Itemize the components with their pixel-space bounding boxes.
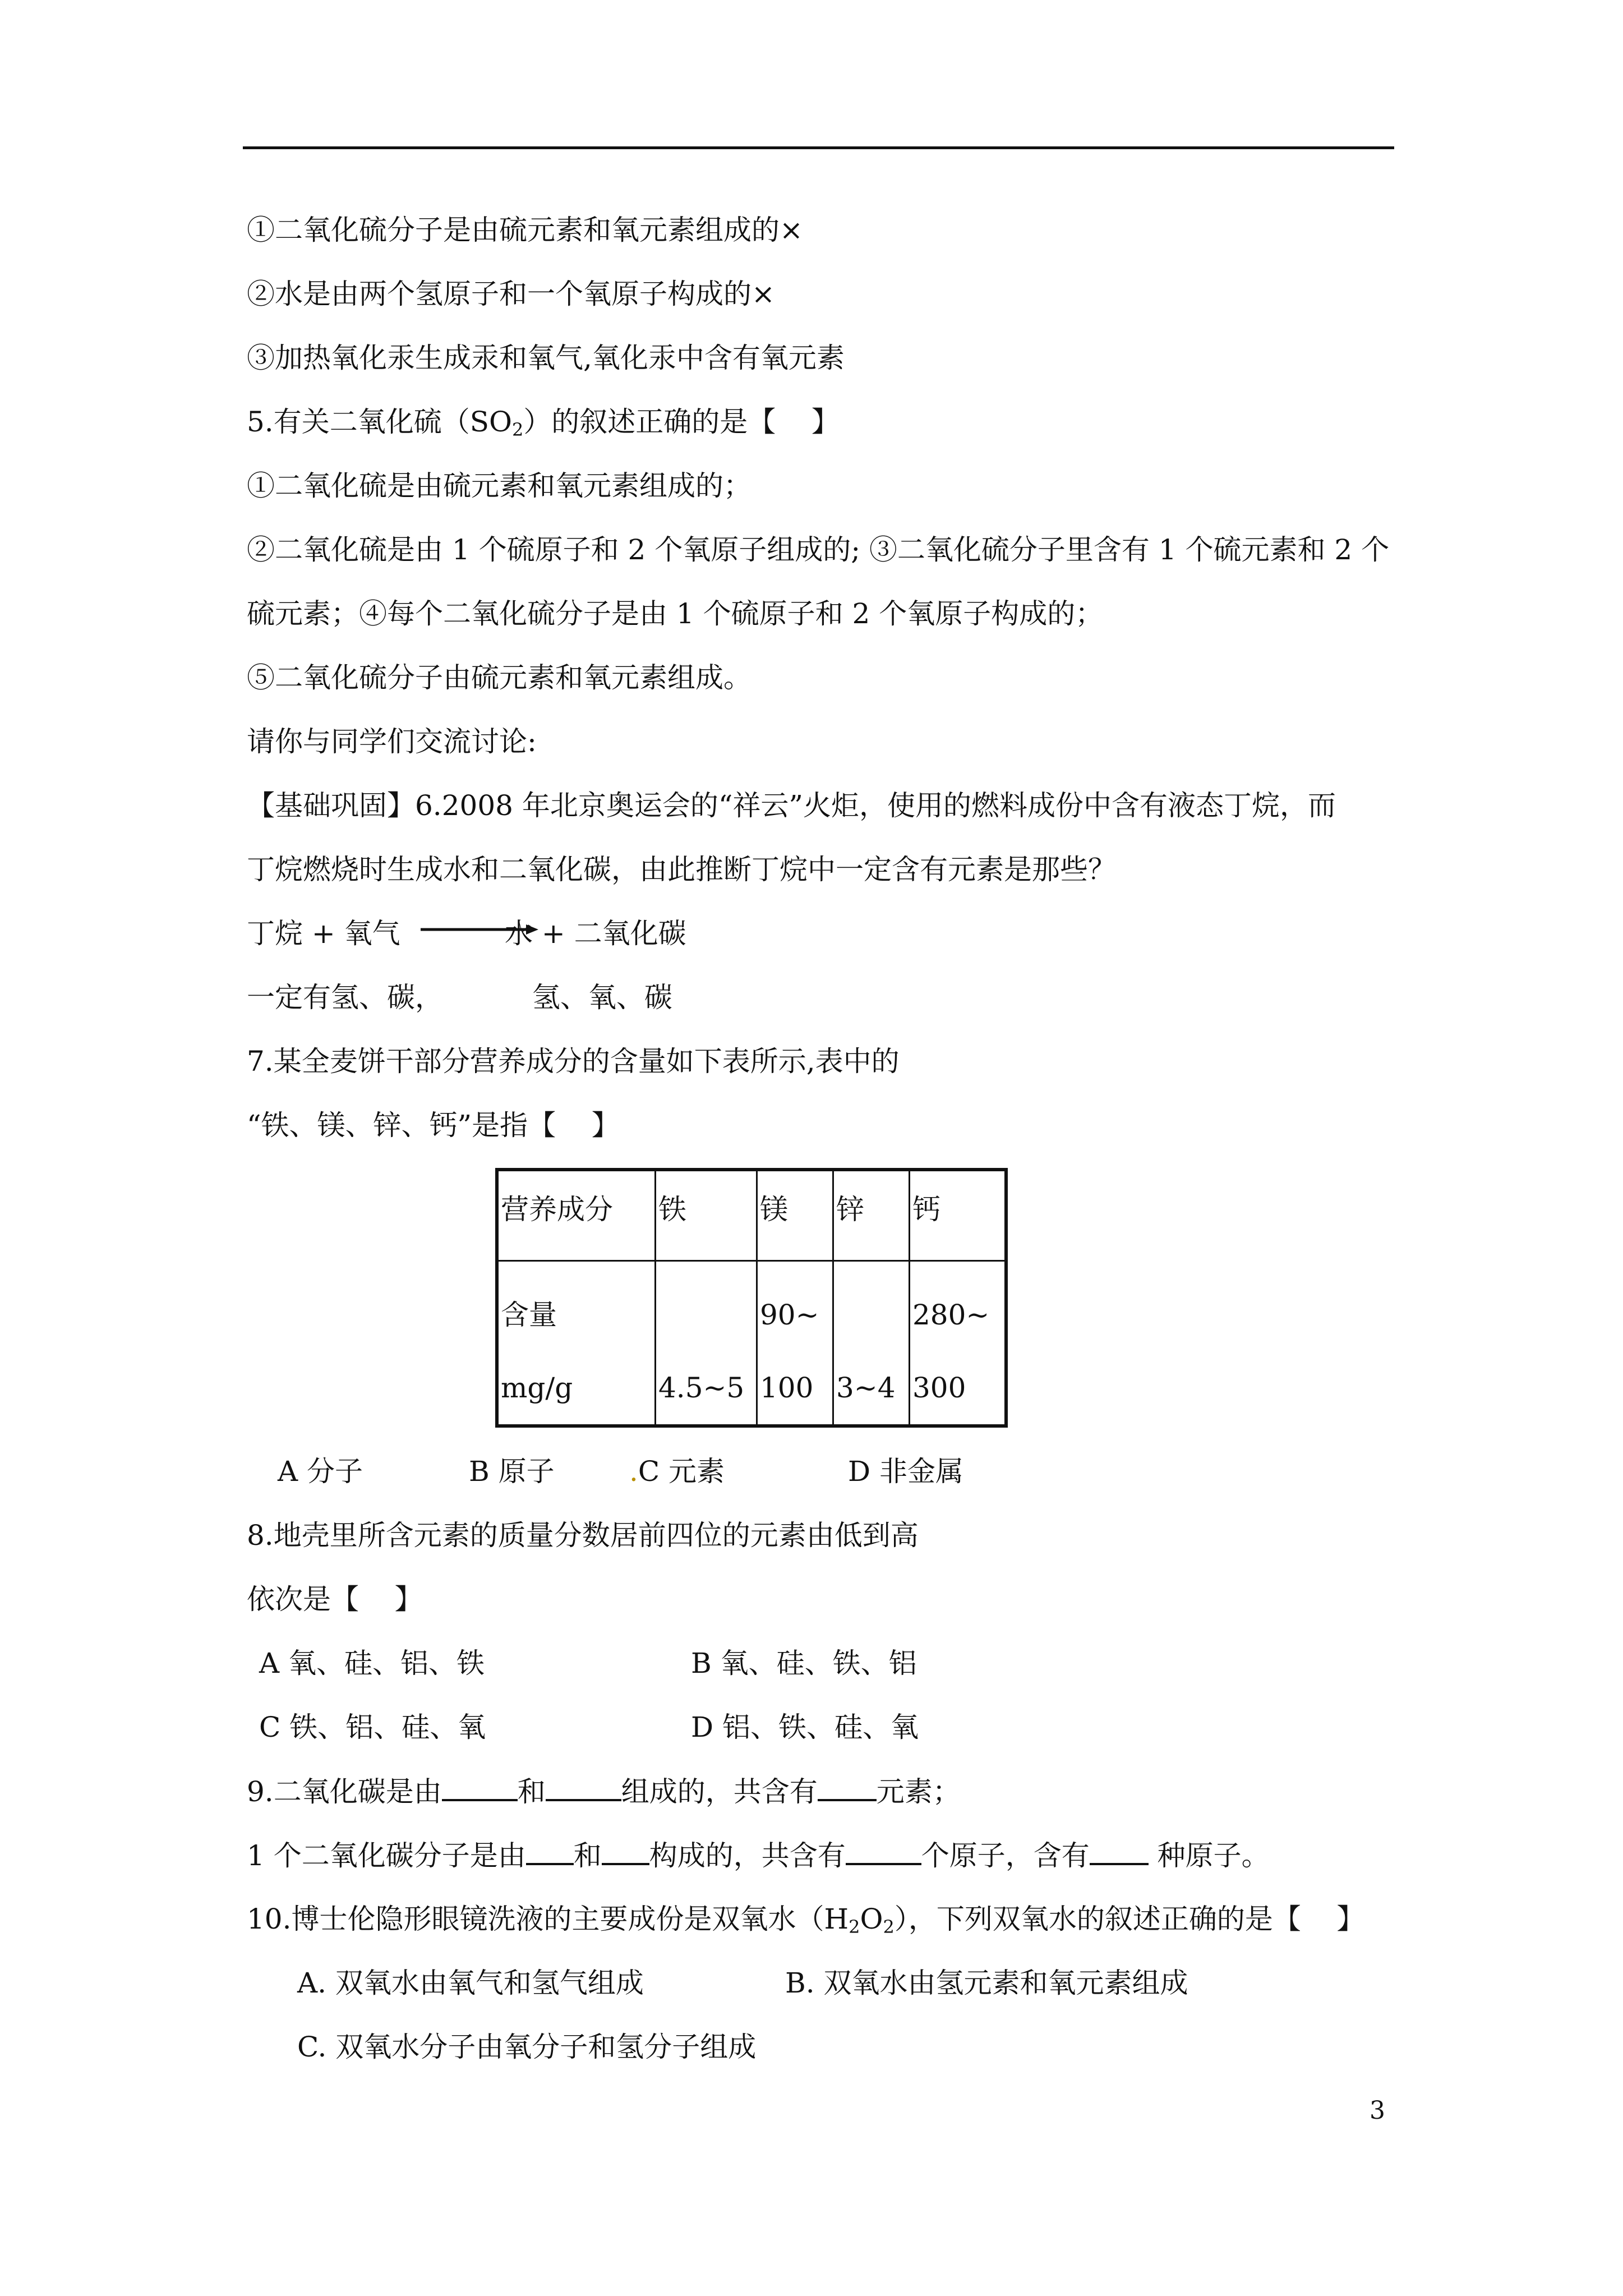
answer-blank[interactable] bbox=[818, 1774, 877, 1801]
answer-blank[interactable] bbox=[442, 1774, 518, 1801]
question-7-option-c: .C 元素 bbox=[629, 1455, 725, 1488]
question-9-line-2: 1 个二氧化碳分子是由 和 构成的，共含有 个原子，含有 种原子。 bbox=[247, 1839, 1270, 1872]
table-header-cell: 钙 bbox=[910, 1170, 1007, 1261]
table-cell-label: 含量 mg/g bbox=[497, 1261, 656, 1427]
header-rule bbox=[243, 146, 1394, 149]
answer-blank[interactable] bbox=[602, 1838, 649, 1865]
equation-right: 水 + 二氧化碳 bbox=[505, 917, 686, 950]
question-8-line-2: 依次是【 】 bbox=[247, 1583, 423, 1616]
question-6-line-1: 【基础巩固】6.2008 年北京奥运会的“祥云”火炬，使用的燃料成份中含有液态丁烷，而 bbox=[247, 789, 1336, 822]
question-10-stem: 10.博士伦隐形眼镜洗液的主要成份是双氧水$(H_2O_2)$，下列双氧水的叙述正确的是【 】 bbox=[247, 1903, 1365, 1938]
question-9-line-1: 9.二氧化碳是由 和 组成的，共含有 元素； bbox=[247, 1775, 961, 1808]
table-cell-zinc: 3~4 bbox=[833, 1261, 910, 1427]
table-row bbox=[497, 1170, 1006, 1261]
question-7-line-1: 7.某全麦饼干部分营养成分的含量如下表所示,表中的 bbox=[247, 1045, 900, 1078]
question-6-answer: 一定有氢、碳， 氢、氧、碳 bbox=[247, 981, 672, 1014]
question-10-option-c: C. 双氧水分子由氧分子和氢分子组成 bbox=[297, 2031, 757, 2063]
equation-left: 丁烷 + 氧气 bbox=[247, 917, 400, 950]
question-7-option-a: A 分子 bbox=[278, 1455, 363, 1488]
statement-2: ②水是由两个氢原子和一个氧原子构成的× bbox=[247, 278, 775, 310]
discussion-prompt: 请你与同学们交流讨论: bbox=[247, 725, 537, 758]
statement-1: ①二氧化硫分子是由硫元素和氧元素组成的× bbox=[247, 214, 803, 246]
question-7-option-d: D 非金属 bbox=[848, 1455, 963, 1488]
question-6-line-2: 丁烷燃烧时生成水和二氧化碳，由此推断丁烷中一定含有元素是那些？ bbox=[247, 853, 1116, 886]
answer-blank[interactable] bbox=[1090, 1838, 1149, 1865]
table-row bbox=[497, 1261, 1006, 1427]
question-8-option-d: D 铝、铁、硅、氧 bbox=[691, 1711, 919, 1743]
question-8-option-b: B 氧、硅、铁、铝 bbox=[691, 1647, 917, 1680]
answer-blank[interactable] bbox=[846, 1838, 921, 1865]
table-header-cell: 镁 bbox=[757, 1170, 833, 1261]
table-header-cell: 营养成分 bbox=[497, 1170, 656, 1261]
question-8-line-1: 8.地壳里所含元素的质量分数居前四位的元素由低到高 bbox=[247, 1519, 919, 1552]
question-7-option-b: B 原子 bbox=[469, 1455, 555, 1488]
page-number: 3 bbox=[1370, 2096, 1385, 2125]
question-8-option-a: A 氧、硅、铝、铁 bbox=[259, 1647, 485, 1680]
question-5-item-2: ②二氧化硫是由 1 个硫原子和 2 个氧原子组成的; ③二氧化硫分子里含有 1 个硫元素和 2 个 bbox=[247, 533, 1390, 566]
nutrition-table bbox=[495, 1168, 1008, 1428]
question-10-option-a: A. 双氧水由氧气和氢气组成 bbox=[297, 1967, 644, 1999]
statement-3: ③加热氧化汞生成汞和氧气,氧化汞中含有氧元素 bbox=[247, 342, 845, 374]
table-header-cell: 铁 bbox=[656, 1170, 757, 1261]
question-7-line-2: “铁、镁、锌、钙”是指【 】 bbox=[247, 1109, 620, 1142]
table-cell-magnesium: 90~ 100 bbox=[757, 1261, 833, 1427]
answer-blank[interactable] bbox=[546, 1774, 621, 1801]
question-5-stem: 5.有关二氧化硫$(SO_2)$的叙述正确的是【 】 bbox=[247, 406, 840, 440]
table-cell-iron: 4.5~5 bbox=[656, 1261, 757, 1427]
table-cell-calcium: 280~ 300 bbox=[910, 1261, 1007, 1427]
question-8-option-c: C 铁、铝、硅、氧 bbox=[259, 1711, 486, 1743]
question-5-item-1: ①二氧化硫是由硫元素和氧元素组成的； bbox=[247, 470, 751, 502]
answer-blank[interactable] bbox=[526, 1838, 574, 1865]
table-header-cell: 锌 bbox=[833, 1170, 910, 1261]
question-10-option-b: B. 双氧水由氢元素和氧元素组成 bbox=[785, 1967, 1188, 1999]
question-5-item-3: 硫元素；④每个二氧化硫分子是由 1 个硫原子和 2 个氧原子构成的； bbox=[247, 597, 1104, 630]
question-5-item-4: ⑤二氧化硫分子由硫元素和氧元素组成。 bbox=[247, 661, 751, 694]
